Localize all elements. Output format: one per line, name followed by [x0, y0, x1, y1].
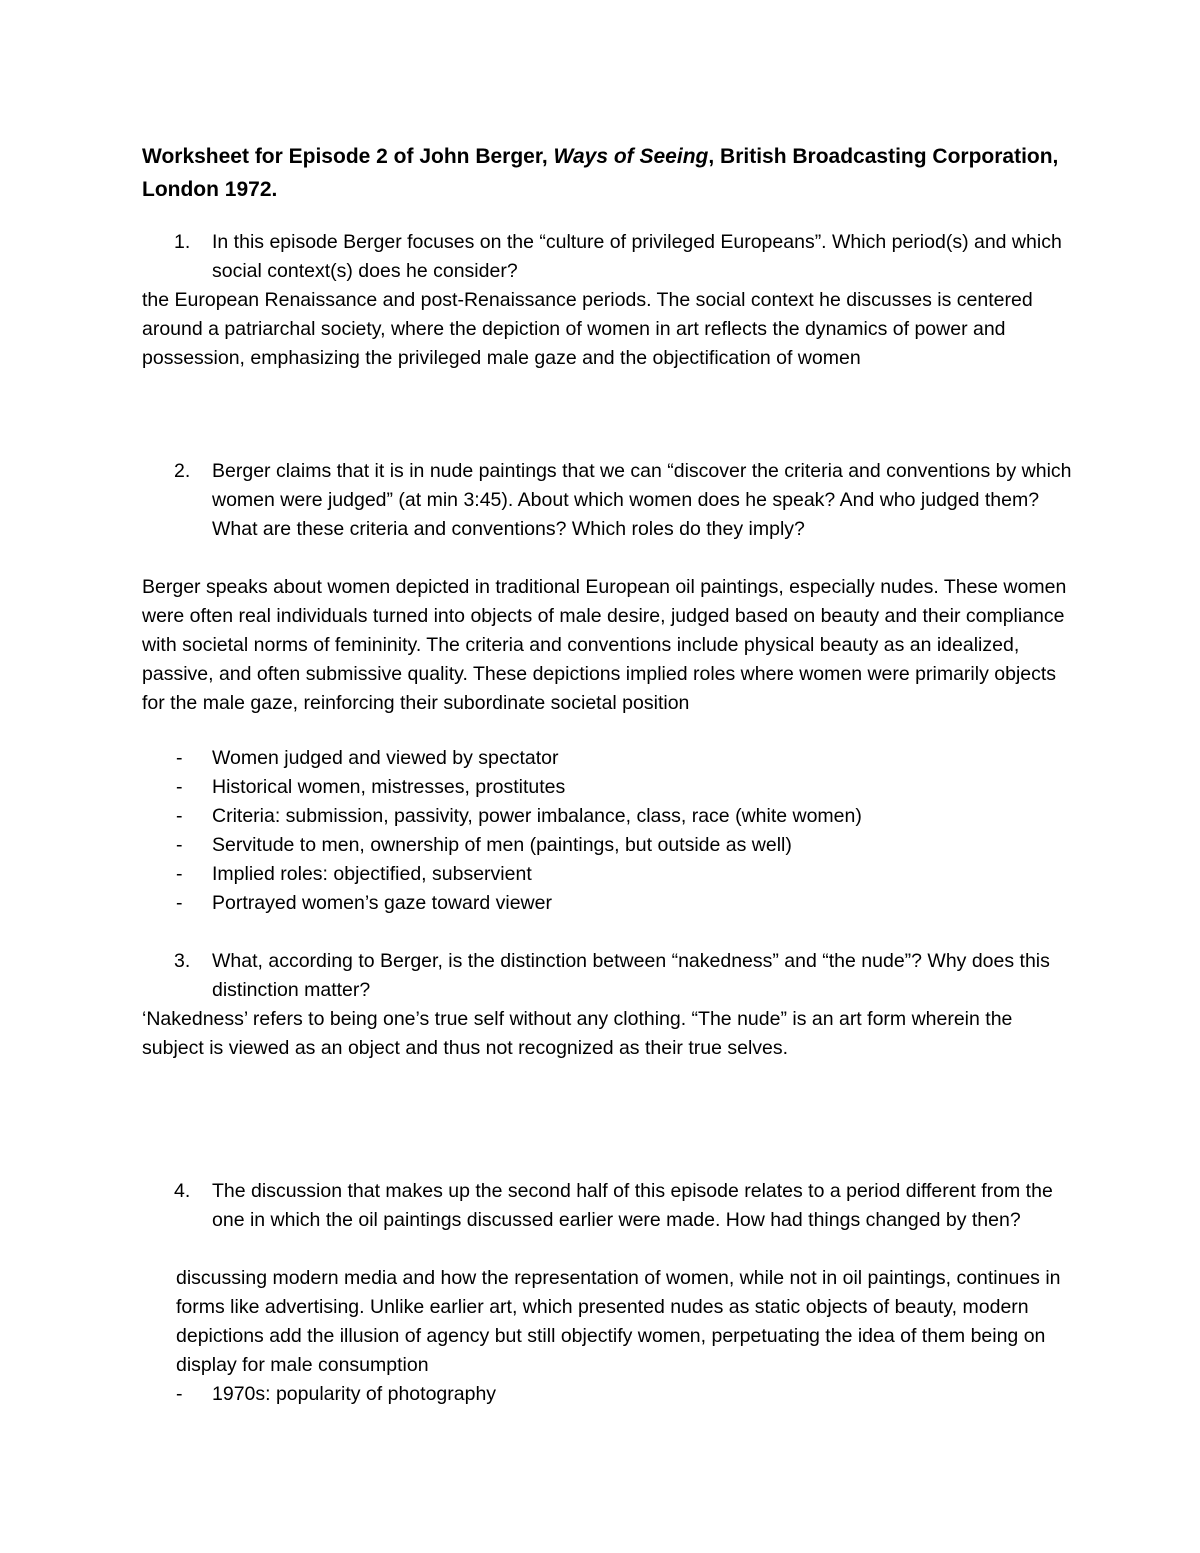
- list-item: - Servitude to men, ownership of men (paintings, but outside as well): [174, 831, 1074, 860]
- question-3: [174, 947, 1074, 1005]
- question-text: What, according to Berger, is the distinction between “nakedness” and “the nude”? Why does this distinction matter?: [212, 950, 1050, 1001]
- question-number: 4.: [174, 1180, 191, 1202]
- answer-3: ‘Nakedness’ refers to being one’s true self without any clothing. “The nude” is an art form wherein the subject is viewed as an object and thus not recognized as their true selves.: [142, 1008, 1013, 1059]
- title-text-end: , British Broadcasting Corporation, London 1972.: [142, 145, 1059, 201]
- bullet-dash: -: [176, 892, 183, 914]
- question-number: 2.: [174, 460, 191, 482]
- title-text-start: Worksheet for Episode 2 of John Berger,: [142, 145, 554, 168]
- list-item: - Criteria: submission, passivity, power imbalance, class, race (white women): [174, 802, 1074, 831]
- answer-1: the European Renaissance and post-Renaissance periods. The social context he discusses is centered around a patriarchal society, where the depiction of women in art reflects the dynamics of power and possession, emphasizing the privileged male gaze and the objectification of women: [142, 289, 1033, 369]
- question-number: 3.: [174, 950, 191, 972]
- title-italic-work: Ways of Seeing: [553, 145, 709, 168]
- list-item: - Women judged and viewed by spectator: [174, 744, 1074, 773]
- bullet-dash: -: [176, 863, 183, 885]
- question-2: [174, 457, 1074, 544]
- list-item: - Portrayed women’s gaze toward viewer: [174, 889, 1074, 918]
- question-text: Berger claims that it is in nude paintings that we can “discover the criteria and conventions by which women were judged” (at min 3:45). About which women does he speak? And who judged them? What are these criteria and conventions? Which roles do they imply?: [212, 460, 1072, 540]
- bullet-dash: -: [176, 776, 183, 798]
- question-number: 1.: [174, 231, 191, 253]
- question-4: [174, 1177, 1074, 1235]
- list-item: - Implied roles: objectified, subservient: [174, 860, 1074, 889]
- bullet-dash: -: [176, 747, 183, 769]
- list-item: - 1970s: popularity of photography: [174, 1380, 1074, 1409]
- answer-4-bullet-list: [174, 1380, 1074, 1409]
- answer-2-bullet-list: [174, 744, 1074, 918]
- bullet-dash: -: [176, 1383, 183, 1405]
- answer-2: Berger speaks about women depicted in traditional European oil paintings, especially nudes. These women were often real individuals turned into objects of male desire, judged based on beauty and their compliance with societal norms of femininity. The criteria and conventions include physical beauty as an idealized, passive, and often submissive quality. These depictions implied roles where women were primarily objects for the male gaze, reinforcing their subordinate societal position: [142, 576, 1067, 714]
- answer-4: discussing modern media and how the representation of women, while not in oil paintings, continues in forms like advertising. Unlike earlier art, which presented nudes as static objects of beauty, modern depictions add the illusion of agency but still objectify women, perpetuating the idea of them being on display for male consumption: [176, 1267, 1061, 1376]
- bullet-dash: -: [176, 805, 183, 827]
- question-text: The discussion that makes up the second half of this episode relates to a period different from the one in which the oil paintings discussed earlier were made. How had things changed by then?: [212, 1180, 1053, 1231]
- document-title: [142, 140, 1062, 206]
- question-1: [174, 228, 1074, 286]
- list-item: - Historical women, mistresses, prostitutes: [174, 773, 1074, 802]
- question-text: In this episode Berger focuses on the “culture of privileged Europeans”. Which period(s) and which social context(s) does he consider?: [212, 231, 1062, 282]
- bullet-dash: -: [176, 834, 183, 856]
